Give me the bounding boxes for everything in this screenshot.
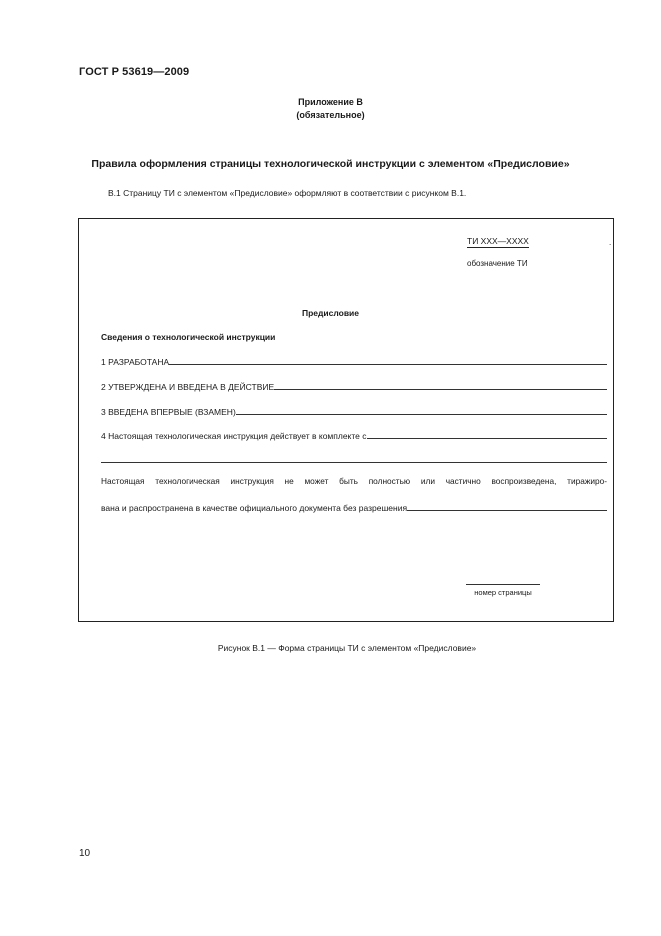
annex-title: Приложение В bbox=[298, 97, 363, 107]
form-frame bbox=[78, 218, 614, 622]
fill-blank bbox=[101, 462, 607, 463]
fill-blank bbox=[236, 414, 607, 415]
page-number-line bbox=[466, 584, 540, 585]
doc-code: ТИ ХХХ—ХХХХ bbox=[467, 236, 529, 246]
paragraph-b1: В.1 Страницу ТИ с элементом «Предисловие» оформляют в соответствии с рисунком В.1. bbox=[108, 188, 467, 198]
section-title: Правила оформления страницы технологической инструкции с элементом «Предисловие» bbox=[91, 158, 570, 170]
item-set bbox=[101, 427, 607, 441]
annex-heading bbox=[0, 96, 661, 122]
continuation-line bbox=[101, 451, 607, 465]
page-number: 10 bbox=[79, 848, 91, 859]
item-label: 1 РАЗРАБОТАНА bbox=[101, 357, 170, 367]
annex-status: (обязательное) bbox=[296, 110, 365, 120]
foreword-title: Предисловие bbox=[301, 308, 360, 318]
info-heading: Сведения о технологической инструкции bbox=[101, 332, 276, 342]
notice-text: вана и распространена в качестве официального документа без разрешения bbox=[101, 503, 408, 513]
doc-code-caption: обозначение ТИ bbox=[467, 259, 528, 268]
fill-blank bbox=[169, 364, 607, 365]
corner-mark: . bbox=[609, 238, 612, 247]
item-label: 3 ВВЕДЕНА ВПЕРВЫЕ (ВЗАМЕН) bbox=[101, 407, 236, 417]
item-label: 4 Настоящая технологическая инструкция действует в комплекте с bbox=[101, 431, 367, 441]
standard-designation: ГОСТ Р 53619—2009 bbox=[79, 66, 190, 78]
fill-blank bbox=[367, 438, 607, 439]
item-label: 2 УТВЕРЖДЕНА И ВВЕДЕНА В ДЕЙСТВИЕ bbox=[101, 382, 275, 392]
fill-blank bbox=[274, 389, 607, 390]
item-introduced bbox=[101, 403, 607, 417]
figure-caption: Рисунок В.1 — Форма страницы ТИ с элементом «Предисловие» bbox=[217, 643, 477, 653]
notice-line-1: Настоящая технологическая инструкция не может быть полностью или частично воспроизведена, тиражиро- bbox=[101, 476, 607, 486]
fill-blank bbox=[407, 510, 607, 511]
page-number-caption: номер страницы bbox=[474, 588, 532, 597]
item-approved bbox=[101, 378, 607, 392]
item-developed bbox=[101, 353, 607, 367]
notice-line-2 bbox=[101, 499, 607, 513]
